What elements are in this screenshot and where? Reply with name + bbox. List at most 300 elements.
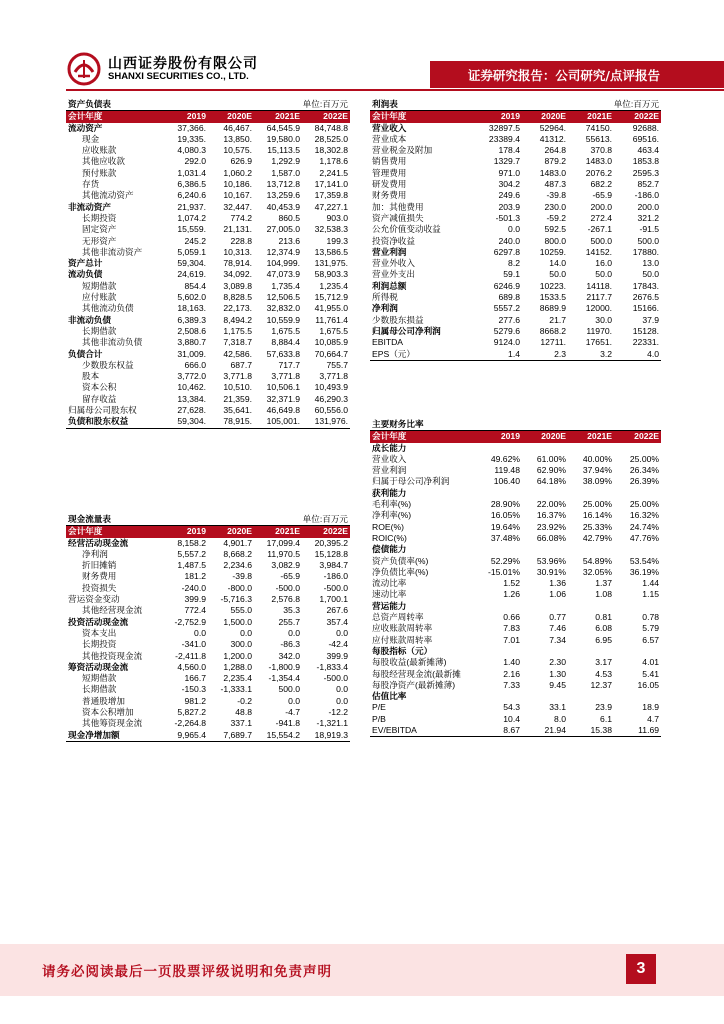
value-cell: 2,576.8 xyxy=(271,594,301,605)
row-label: 营业利润 xyxy=(372,465,407,476)
value-cell: 903.0 xyxy=(326,212,349,223)
value-cell: -12.2 xyxy=(328,707,349,718)
table-row xyxy=(370,476,661,487)
value-cell: 46,290.3 xyxy=(314,393,349,404)
value-cell: 17,359.8 xyxy=(314,190,349,201)
value-cell: 2.3 xyxy=(522,349,568,361)
value-cell: 1,587.0 xyxy=(271,167,301,178)
table-row xyxy=(66,281,350,292)
table-row xyxy=(66,303,350,314)
value-cell: 14.0 xyxy=(549,258,567,269)
row-label: 留存收益 xyxy=(82,393,117,404)
value-cell: 59.1 xyxy=(503,269,520,280)
table-row xyxy=(370,258,661,269)
table-row xyxy=(66,269,350,280)
table-header-row xyxy=(66,526,350,538)
table-row xyxy=(370,714,661,725)
value-cell: 21,937. xyxy=(177,201,206,212)
value-cell: -1,321.1 xyxy=(316,718,349,729)
value-cell: 50.0 xyxy=(595,269,613,280)
row-label: 净利润 xyxy=(372,303,398,314)
value-cell: 32.05% xyxy=(582,566,612,577)
table-row xyxy=(66,651,350,662)
value-cell: 33.1 xyxy=(549,702,566,713)
table-row xyxy=(370,623,661,634)
row-label: 经营活动现金流 xyxy=(68,537,129,548)
value-cell: 3,089.8 xyxy=(223,280,253,291)
value-cell: 1533.5 xyxy=(539,292,567,303)
value-cell: 8,668.2 xyxy=(223,548,253,559)
value-cell: 2595.3 xyxy=(632,167,660,178)
table-row xyxy=(370,190,661,201)
value-cell: 24,619. xyxy=(177,269,206,280)
value-cell: 15,559. xyxy=(177,224,206,235)
row-label: 少数股东损益 xyxy=(372,314,424,325)
value-cell: 6.1 xyxy=(600,713,612,724)
value-cell: 12,374.9 xyxy=(266,246,301,257)
row-label: 研发费用 xyxy=(372,179,407,190)
value-cell: 879.2 xyxy=(544,156,567,167)
value-cell: 6246.9 xyxy=(493,280,520,291)
value-cell: 199.3 xyxy=(326,235,349,246)
value-cell: 17,099.4 xyxy=(266,537,301,548)
company-logo-icon xyxy=(66,52,102,86)
value-cell: 119.48 xyxy=(494,465,520,476)
table-row xyxy=(370,635,661,646)
value-cell: 5.41 xyxy=(642,668,660,679)
value-cell: 16.14% xyxy=(582,510,612,521)
value-cell: 1483.0 xyxy=(585,156,613,167)
row-label: 其他应收款 xyxy=(82,156,125,167)
value-cell: -1,354.4 xyxy=(268,673,301,684)
value-cell: 272.4 xyxy=(590,212,613,223)
value-cell: 971.0 xyxy=(498,167,520,178)
value-cell: 1,178.6 xyxy=(319,156,349,167)
value-cell: 32,538.3 xyxy=(314,224,349,235)
value-cell: 30.91% xyxy=(536,566,566,577)
value-cell: 592.5 xyxy=(544,224,567,235)
value-cell: 5,557.2 xyxy=(177,548,206,559)
table-row xyxy=(370,281,661,292)
row-label: 应收账款周转率 xyxy=(372,623,433,634)
year-header: 2020E xyxy=(522,431,568,443)
row-label: 长期借款 xyxy=(82,684,117,695)
value-cell: 717.7 xyxy=(278,359,301,370)
value-cell: 7.33 xyxy=(503,679,520,690)
value-cell: 11,970.5 xyxy=(267,548,301,559)
row-label: 偿债能力 xyxy=(372,544,407,555)
header-cell: 会计年度 xyxy=(370,431,475,443)
section-row xyxy=(370,443,661,454)
table-row xyxy=(370,179,661,190)
table-row xyxy=(66,134,350,145)
table-row xyxy=(66,123,350,134)
value-cell: 0.0 xyxy=(194,627,206,638)
cash-flow-table xyxy=(66,514,350,742)
value-cell: 26.39% xyxy=(629,476,660,487)
table-row xyxy=(370,123,661,134)
table-row xyxy=(370,315,661,326)
value-cell: -65.9 xyxy=(592,190,613,201)
value-cell: 245.2 xyxy=(184,235,206,246)
value-cell: 981.2 xyxy=(184,695,206,706)
value-cell: 27,005.0 xyxy=(266,224,301,235)
value-cell: 64,545.9 xyxy=(266,122,301,133)
row-label: P/B xyxy=(372,713,386,724)
table-row xyxy=(66,371,350,382)
row-label: 速动比率 xyxy=(372,589,407,600)
value-cell: 1,031.4 xyxy=(177,167,206,178)
row-label: 利润总额 xyxy=(372,280,407,291)
company-name-en: SHANXI SECURITIES CO., LTD. xyxy=(108,71,249,82)
value-cell: 500.0 xyxy=(590,235,613,246)
value-cell: 10,559.9 xyxy=(266,314,301,325)
table-row xyxy=(370,578,661,589)
table-title-row xyxy=(370,419,661,431)
table-row xyxy=(66,168,350,179)
table-row xyxy=(66,684,350,695)
year-header: 2019 xyxy=(162,526,208,538)
value-cell: 24.74% xyxy=(629,521,660,532)
value-cell: 7.83 xyxy=(503,623,520,634)
section-row xyxy=(370,646,661,657)
value-cell: 687.7 xyxy=(230,359,253,370)
value-cell: 60,556.0 xyxy=(314,405,349,416)
value-cell: 0.0 xyxy=(288,627,301,638)
value-cell: 9,965.4 xyxy=(162,730,208,742)
row-label: 投资活动现金流 xyxy=(68,616,129,627)
value-cell: 32,447. xyxy=(223,201,253,212)
value-cell: 1,235.4 xyxy=(319,280,349,291)
row-label: 股本 xyxy=(82,371,100,382)
value-cell: 8.67 xyxy=(475,725,522,737)
value-cell: 35.3 xyxy=(283,605,301,616)
value-cell: 16.0 xyxy=(595,258,613,269)
table-row xyxy=(370,303,661,314)
value-cell: -42.4 xyxy=(328,639,349,650)
value-cell: 10,510. xyxy=(223,382,253,393)
table-row xyxy=(66,360,350,371)
footer-bar xyxy=(0,944,724,996)
value-cell: 8,884.4 xyxy=(271,337,301,348)
unit-label: 单位:百万元 xyxy=(568,99,661,111)
value-cell: 166.7 xyxy=(184,673,206,684)
value-cell: 14118. xyxy=(586,280,613,291)
value-cell: 8,494.2 xyxy=(223,314,253,325)
value-cell: 854.4 xyxy=(184,280,206,291)
table-row xyxy=(370,224,661,235)
year-header: 2021E xyxy=(568,431,614,443)
value-cell: 15166. xyxy=(632,303,660,314)
value-cell: 300.0 xyxy=(230,639,253,650)
value-cell: 7,318.7 xyxy=(223,337,253,348)
table-row xyxy=(66,337,350,348)
value-cell: 37.48% xyxy=(490,532,520,543)
value-cell: 337.1 xyxy=(230,718,253,729)
value-cell: 249.6 xyxy=(498,190,520,201)
row-label: EPS（元） xyxy=(370,349,475,361)
row-label: 预付账款 xyxy=(82,167,117,178)
value-cell: 6297.8 xyxy=(493,246,520,257)
value-cell: 8,158.2 xyxy=(177,537,206,548)
value-cell: 1.26 xyxy=(503,589,520,600)
value-cell: 52964. xyxy=(539,122,567,133)
table-row xyxy=(370,669,661,680)
table-row xyxy=(66,382,350,393)
value-cell: 19,335. xyxy=(177,133,206,144)
value-cell: 57,633.8 xyxy=(266,348,301,359)
row-label: 短期借款 xyxy=(82,673,117,684)
value-cell: 1,675.5 xyxy=(271,325,301,336)
value-cell: 1,487.5 xyxy=(177,560,206,571)
header-cell: 会计年度 xyxy=(66,526,162,538)
value-cell: 0.81 xyxy=(595,612,612,623)
year-header: 2020E xyxy=(522,111,568,123)
value-cell: 15,113.5 xyxy=(267,145,301,156)
table-row xyxy=(66,394,350,405)
value-cell: -186.0 xyxy=(323,571,349,582)
table-row xyxy=(66,560,350,571)
table-row xyxy=(370,499,661,510)
table-row xyxy=(66,247,350,258)
value-cell: 2,235.4 xyxy=(223,673,253,684)
table-title: 资产负债表 xyxy=(66,99,254,111)
value-cell: 2,241.5 xyxy=(319,167,349,178)
table-row xyxy=(370,326,661,337)
row-label: ROE(%) xyxy=(372,521,404,532)
value-cell: 8.2 xyxy=(508,258,520,269)
value-cell: -2,752.9 xyxy=(174,616,206,627)
table-row xyxy=(370,349,661,361)
value-cell: 46,649.8 xyxy=(266,405,301,416)
financial-ratios-table xyxy=(370,419,661,737)
table-row xyxy=(66,292,350,303)
value-cell: -86.3 xyxy=(280,639,301,650)
row-label: 其他流动资产 xyxy=(82,190,134,201)
table-row xyxy=(370,236,661,247)
value-cell: 230.0 xyxy=(544,201,567,212)
row-label: 现金 xyxy=(82,133,100,144)
balance-sheet-table xyxy=(66,99,350,429)
value-cell: 1,700.1 xyxy=(319,594,349,605)
table-row xyxy=(370,522,661,533)
value-cell: 28.90% xyxy=(490,499,520,510)
year-header: 2022E xyxy=(614,111,661,123)
row-label: 毛利率(%) xyxy=(372,499,412,510)
table-row xyxy=(66,628,350,639)
table-title: 现金流量表 xyxy=(66,514,254,526)
table-title: 主要财务比率 xyxy=(370,419,661,431)
table-row xyxy=(370,612,661,623)
value-cell: 19.64% xyxy=(490,521,520,532)
value-cell: 6,389.3 xyxy=(177,314,206,325)
row-label: 非流动资产 xyxy=(68,201,111,212)
value-cell: 104,999. xyxy=(266,258,301,269)
row-label: 营业税金及附加 xyxy=(372,145,433,156)
value-cell: -1,333.1 xyxy=(220,684,253,695)
value-cell: 34,092. xyxy=(223,269,253,280)
value-cell: 9.45 xyxy=(549,679,566,690)
table-row xyxy=(66,258,350,269)
value-cell: 47,073.9 xyxy=(266,269,301,280)
value-cell: 7.01 xyxy=(503,634,520,645)
value-cell: 800.0 xyxy=(544,235,567,246)
value-cell: 1.37 xyxy=(595,578,612,589)
value-cell: 5557.2 xyxy=(493,303,520,314)
section-row xyxy=(370,544,661,555)
value-cell: 2076.2 xyxy=(585,167,613,178)
row-label: 流动比率 xyxy=(372,578,407,589)
value-cell: 41312. xyxy=(539,133,567,144)
table-row xyxy=(370,567,661,578)
value-cell: -500.0 xyxy=(323,673,349,684)
row-label: 普通股增加 xyxy=(82,695,125,706)
value-cell: 10223. xyxy=(539,280,567,291)
value-cell: 78,915. xyxy=(208,416,254,428)
table-row xyxy=(66,538,350,549)
value-cell: 74150. xyxy=(585,122,613,133)
row-label: 现金净增加额 xyxy=(66,730,162,742)
table-row xyxy=(370,168,661,179)
row-label: 无形资产 xyxy=(82,235,117,246)
value-cell: -1,800.9 xyxy=(268,661,301,672)
year-header: 2020E xyxy=(208,526,254,538)
value-cell: 0.0 xyxy=(336,695,349,706)
value-cell: 1.52 xyxy=(503,578,520,589)
value-cell: 15.38 xyxy=(568,725,614,737)
value-cell: 689.8 xyxy=(498,292,520,303)
value-cell: 12711. xyxy=(540,337,567,348)
value-cell: 16.32% xyxy=(629,510,660,521)
value-cell: 2,234.6 xyxy=(223,560,253,571)
value-cell: 1,292.9 xyxy=(271,156,301,167)
value-cell: -500.0 xyxy=(323,582,349,593)
value-cell: 0.0 xyxy=(508,224,520,235)
value-cell: 47.76% xyxy=(629,532,660,543)
table-row xyxy=(66,349,350,360)
value-cell: 22.00% xyxy=(536,499,566,510)
section-row xyxy=(370,488,661,499)
year-header: 2021E xyxy=(254,111,302,123)
value-cell: 500.0 xyxy=(278,684,301,695)
row-label: 折旧摊销 xyxy=(82,560,117,571)
year-header: 2022E xyxy=(302,526,350,538)
value-cell: 10,085.9 xyxy=(314,337,349,348)
table-title: 利润表 xyxy=(370,99,568,111)
row-label: 长期投资 xyxy=(82,639,117,650)
value-cell: 852.7 xyxy=(637,179,660,190)
value-cell: 2,508.6 xyxy=(177,325,206,336)
value-cell: 3.2 xyxy=(568,349,614,361)
value-cell: 25.33% xyxy=(582,521,612,532)
table-row xyxy=(370,657,661,668)
value-cell: 15,554.2 xyxy=(254,730,302,742)
row-label: 营业利润 xyxy=(372,246,407,257)
value-cell: 860.5 xyxy=(278,212,301,223)
value-cell: 10,575. xyxy=(223,145,253,156)
table-row xyxy=(66,156,350,167)
value-cell: -186.0 xyxy=(634,190,660,201)
value-cell: 1.08 xyxy=(595,589,612,600)
row-label: 资产减值损失 xyxy=(372,212,424,223)
value-cell: 357.4 xyxy=(326,616,349,627)
value-cell: 26.34% xyxy=(629,465,660,476)
value-cell: 10,462. xyxy=(177,382,206,393)
value-cell: -65.9 xyxy=(280,571,301,582)
value-cell: 1.06 xyxy=(549,589,566,600)
value-cell: 3,880.7 xyxy=(177,337,206,348)
value-cell: 463.4 xyxy=(637,145,660,156)
row-label: 获利能力 xyxy=(372,487,407,498)
row-label: 营运能力 xyxy=(372,600,407,611)
row-label: 投资损失 xyxy=(82,582,117,593)
table-row xyxy=(370,589,661,600)
value-cell: -240.0 xyxy=(181,582,206,593)
value-cell: 399.9 xyxy=(326,650,349,661)
value-cell: 255.7 xyxy=(278,616,301,627)
table-title-row xyxy=(370,99,661,111)
row-label: 投资净收益 xyxy=(372,235,415,246)
table-row xyxy=(370,134,661,145)
row-label: 每股指标（元） xyxy=(372,645,433,656)
value-cell: 12,506.5 xyxy=(266,292,301,303)
value-cell: 10,186. xyxy=(223,179,253,190)
table-row xyxy=(370,145,661,156)
table-row xyxy=(370,533,661,544)
value-cell: 59,304. xyxy=(162,416,208,428)
value-cell: 500.0 xyxy=(637,235,660,246)
header-cell: 会计年度 xyxy=(370,111,475,123)
value-cell: 3,771.8 xyxy=(223,371,253,382)
table-header-row xyxy=(66,111,350,123)
table-title-row xyxy=(66,514,350,526)
table-row xyxy=(370,454,661,465)
value-cell: -341.0 xyxy=(181,639,206,650)
table-row xyxy=(370,680,661,691)
value-cell: 18.9 xyxy=(642,702,660,713)
value-cell: 41,955.0 xyxy=(314,303,349,314)
value-cell: 92688. xyxy=(632,122,660,133)
table-row xyxy=(370,202,661,213)
value-cell: 3,082.9 xyxy=(271,560,301,571)
row-label: 负债合计 xyxy=(68,348,103,359)
row-label: 归属母公司净利润 xyxy=(372,325,441,336)
value-cell: 42.79% xyxy=(582,532,612,543)
value-cell: 131,975. xyxy=(314,258,349,269)
row-label: 短期借款 xyxy=(82,280,117,291)
value-cell: 37.9 xyxy=(642,314,660,325)
value-cell: 16.37% xyxy=(536,510,566,521)
value-cell: -500.0 xyxy=(275,582,301,593)
value-cell: 19,580.0 xyxy=(266,133,301,144)
value-cell: 54.3 xyxy=(503,702,520,713)
value-cell: 181.2 xyxy=(184,571,206,582)
header-divider xyxy=(66,89,724,91)
header-cell: 会计年度 xyxy=(66,111,162,123)
value-cell: 36.19% xyxy=(629,566,660,577)
value-cell: 5,059.1 xyxy=(177,246,206,257)
table-row xyxy=(370,292,661,303)
value-cell: 4.7 xyxy=(647,713,660,724)
value-cell: 4,080.3 xyxy=(177,145,206,156)
value-cell: 22,173. xyxy=(223,303,253,314)
row-label: 其他非流动资产 xyxy=(82,246,143,257)
value-cell: 3,771.8 xyxy=(271,371,301,382)
table-row xyxy=(66,405,350,416)
value-cell: 32,832.0 xyxy=(266,303,301,314)
value-cell: 17,141.0 xyxy=(314,179,349,190)
table-row xyxy=(66,673,350,684)
